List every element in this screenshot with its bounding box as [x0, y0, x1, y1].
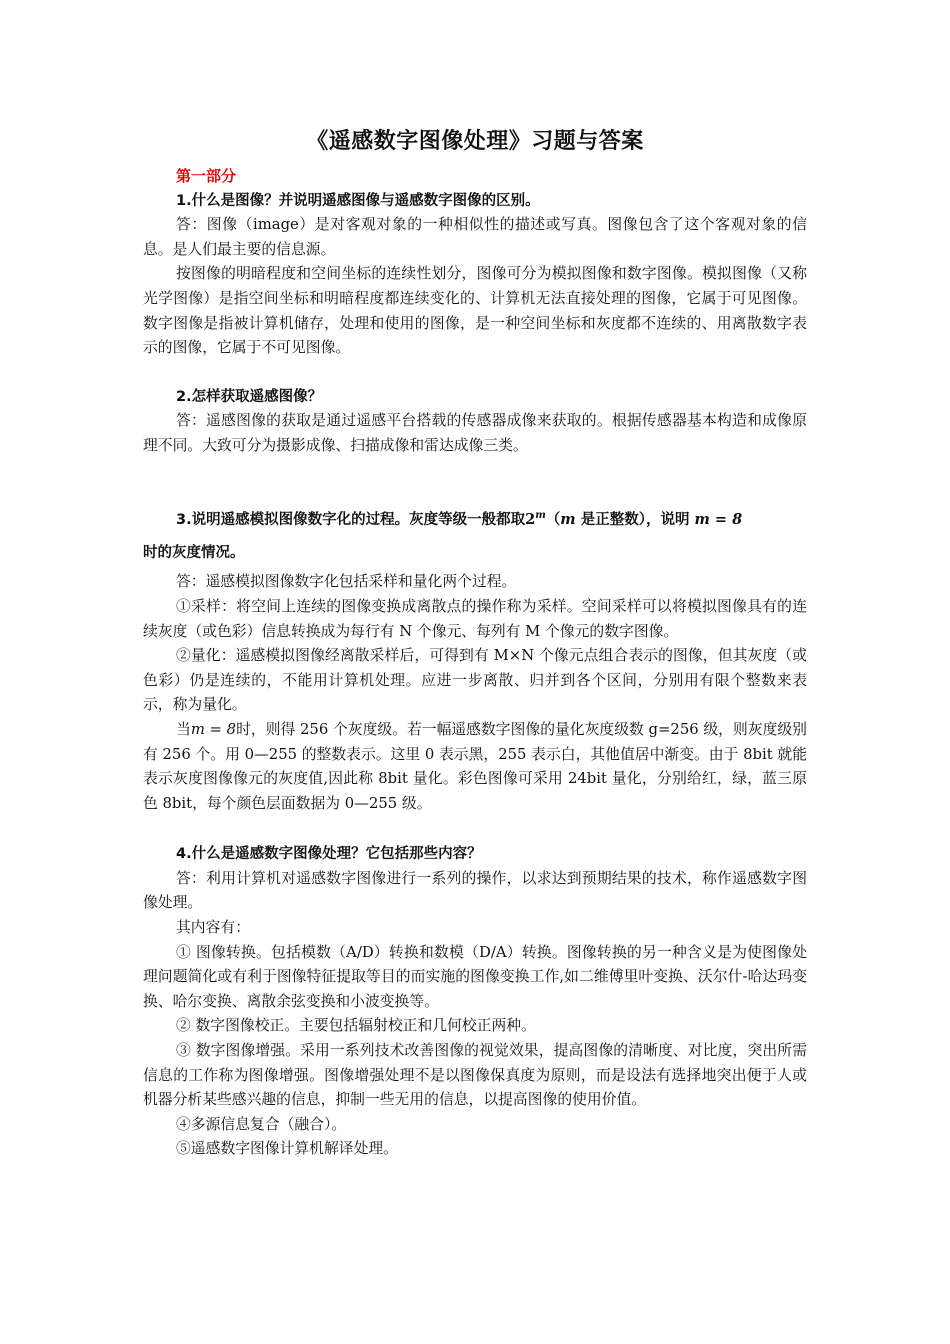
- answer-3-sampling: ①采样：将空间上连续的图像变换成离散点的操作称为采样。空间采样可以将模拟图像具有的连续灰度（或色彩）信息转换成为每行有 N 个像元、每列有 M 个像元的数字图像。: [143, 597, 807, 640]
- spacer: [143, 361, 807, 385]
- answer-4-item-4: ④多源信息复合（融合）。: [176, 1115, 347, 1133]
- answer-3-quantization: ②量化：遥感模拟图像经离散采样后，可得到有 M×N 个像元点组合表示的图像，但其灰度（或色彩）仍是连续的，不能用计算机处理。应进一步离散、归并到各个区间，分别用有限个整数来表示，称为量化。: [143, 647, 807, 714]
- spacer: [143, 459, 807, 499]
- answer-4-para-2: 其内容有：: [176, 919, 250, 937]
- answer-3-para-4: 当m = 8时，则得 256 个灰度级。若一幅遥感数字图像的量化灰度级数 g=256 级，则灰度级别有 256 个。用 0—255 的整数表示。这里 0 表示黑，255 表示白，其他值居中渐变。由于 8bit 就能表示灰度图像像元的灰度值,因此称 8bit 量化。彩色图像可采用 24bit 量化，分别给红，绿，蓝三原色 8bit，每个颜色层面数据为 0—255 级。: [143, 720, 807, 812]
- answer-4-item-2: ② 数字图像校正。主要包括辐射校正和几何校正两种。: [176, 1017, 536, 1035]
- question-2: 2.怎样获取遥感图像？: [176, 388, 323, 405]
- question-3: 3.说明遥感模拟图像数字化的过程。灰度等级一般都取2$^m$（m 是正整数），说明 m = 8 时的灰度情况。: [143, 509, 743, 562]
- equation-m8-inline: m = 8: [190, 720, 237, 738]
- equation-m8: m = 8: [694, 510, 743, 528]
- document-title: 《遥感数字图像处理》习题与答案: [306, 129, 644, 154]
- answer-3-para-1: 答：遥感模拟图像数字化包括采样和量化两个过程。: [176, 573, 517, 591]
- answer-4-para-1: 答：利用计算机对遥感数字图像进行一系列的操作，以求达到预期结果的技术，称作遥感数字图像处理。: [143, 869, 807, 912]
- answer-4-item-1: ① 图像转换。包括模数（A/D）转换和数模（D/A）转换。图像转换的另一种含义是为使图像处理问题简化或有利于图像特征提取等目的而实施的图像变换工作,如二维傅里叶变换、沃尔什-哈达玛变换、哈尔变换、离散余弦变换和小波变换等。: [143, 943, 807, 1010]
- answer-1-para-2: 按图像的明暗程度和空间坐标的连续性划分，图像可分为模拟图像和数字图像。模拟图像（又称光学图像）是指空间坐标和明暗程度都连续变化的、计算机无法直接处理的图像，它属于可见图像。数字图像是指被计算机储存，处理和使用的图像，是一种空间坐标和灰度都不连续的、用离散数字表示的图像，它属于不可见图像。: [143, 265, 807, 357]
- answer-4-item-5: ⑤遥感数字图像计算机解译处理。: [176, 1140, 398, 1158]
- answer-2: 答：遥感图像的获取是通过遥感平台搭载的传感器成像来获取的。根据传感器基本构造和成像原理不同。大致可分为摄影成像、扫描成像和雷达成像三类。: [143, 412, 807, 454]
- section-heading: 第一部分: [176, 167, 237, 185]
- question-1: 1.什么是图像？并说明遥感图像与遥感数字图像的区别。: [176, 192, 540, 209]
- answer-4-item-3: ③ 数字图像增强。采用一系列技术改善图像的视觉效果，提高图像的清晰度、对比度，突出所需信息的工作称为图像增强。图像增强处理不是以图像保真度为原则，而是设法有选择地突出便于人或机器分析某些感兴趣的信息，抑制一些无用的信息，以提高图像的使用价值。: [143, 1042, 807, 1109]
- power-exponent: m: [535, 509, 546, 521]
- power-base: 2: [525, 510, 536, 528]
- var-m: m: [560, 510, 576, 528]
- answer-1-para-1: 答：图像（image）是对客观对象的一种相似性的描述或写真。图像包含了这个客观对象的信息。是人们最主要的信息源。: [143, 216, 807, 258]
- question-4: 4.什么是遥感数字图像处理？它包括那些内容？: [176, 846, 482, 863]
- document-body: [143, 164, 807, 1162]
- spacer: [143, 816, 807, 842]
